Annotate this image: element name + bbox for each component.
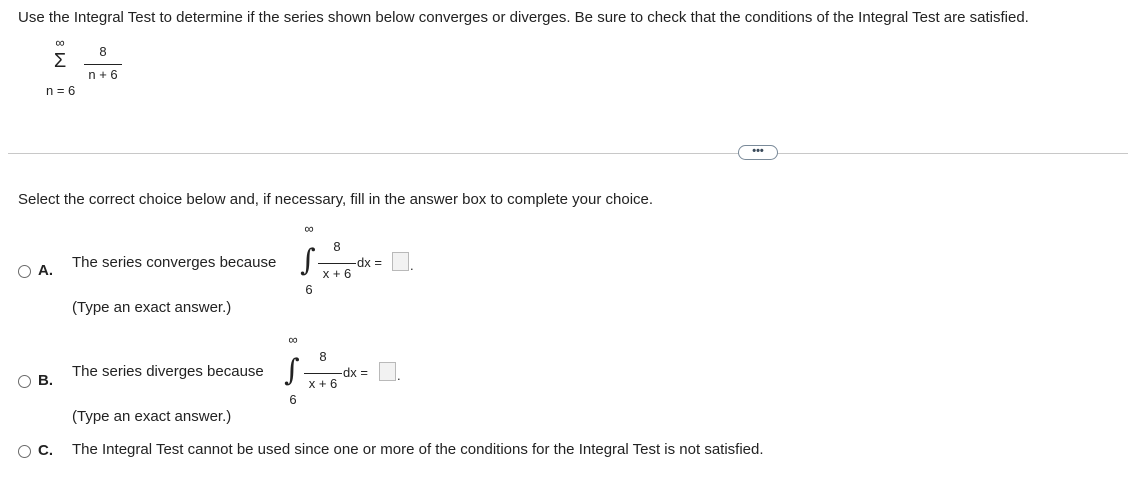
choice-a-period: . [410,258,414,273]
choice-a-integral-upper: ∞ [304,221,314,236]
choice-b-denominator: x + 6 [308,376,338,391]
choice-a-dx-equals: dx = [357,255,382,270]
series-denominator: n + 6 [88,67,118,82]
choice-b-period: . [397,368,401,383]
series-upper-limit: ∞ [55,35,65,50]
series-fraction-bar [84,64,122,65]
choice-c-letter: C. [38,442,53,459]
choice-c-text: The Integral Test cannot be used since one or more of the conditions for the Integral Test is not satisfied. [72,441,764,458]
choice-b-hint: (Type an exact answer.) [72,408,232,425]
choice-a-fraction-bar [318,263,356,264]
choice-a-hint: (Type an exact answer.) [72,299,232,316]
section-divider [8,153,1128,154]
instructions: Select the correct choice below and, if necessary, fill in the answer box to complete your choice. [18,191,654,208]
choice-a-denominator: x + 6 [322,266,352,281]
choice-a-text: The series converges because [72,254,277,271]
choice-b-answer-box[interactable] [379,362,396,381]
choice-a-integral-lower: 6 [305,282,313,297]
series-lower-limit: n = 6 [46,83,76,98]
integral-sign-icon: ∫ [300,243,316,278]
sigma-symbol: Σ [53,50,67,72]
choice-a-radio[interactable] [18,265,31,278]
question-prompt: Use the Integral Test to determine if the series shown below converges or diverges. Be sure to check that the conditions of the Integral Test are satisfied. [18,9,1029,26]
choice-a-letter: A. [38,262,53,279]
choice-b-radio[interactable] [18,375,31,388]
choice-b-integral-upper: ∞ [288,332,298,347]
choice-b-dx-equals: dx = [343,365,368,380]
integral-sign-icon: ∫ [284,353,300,388]
more-options-button[interactable]: ••• [738,145,778,160]
choice-c-radio[interactable] [18,445,31,458]
series-numerator: 8 [99,44,107,59]
choice-b-integral-lower: 6 [289,392,297,407]
choice-b-numerator: 8 [319,349,327,364]
choice-b-fraction-bar [304,373,342,374]
choice-a-numerator: 8 [333,239,341,254]
choice-b-letter: B. [38,372,53,389]
choice-b-text: The series diverges because [72,363,264,380]
choice-a-answer-box[interactable] [392,252,409,271]
